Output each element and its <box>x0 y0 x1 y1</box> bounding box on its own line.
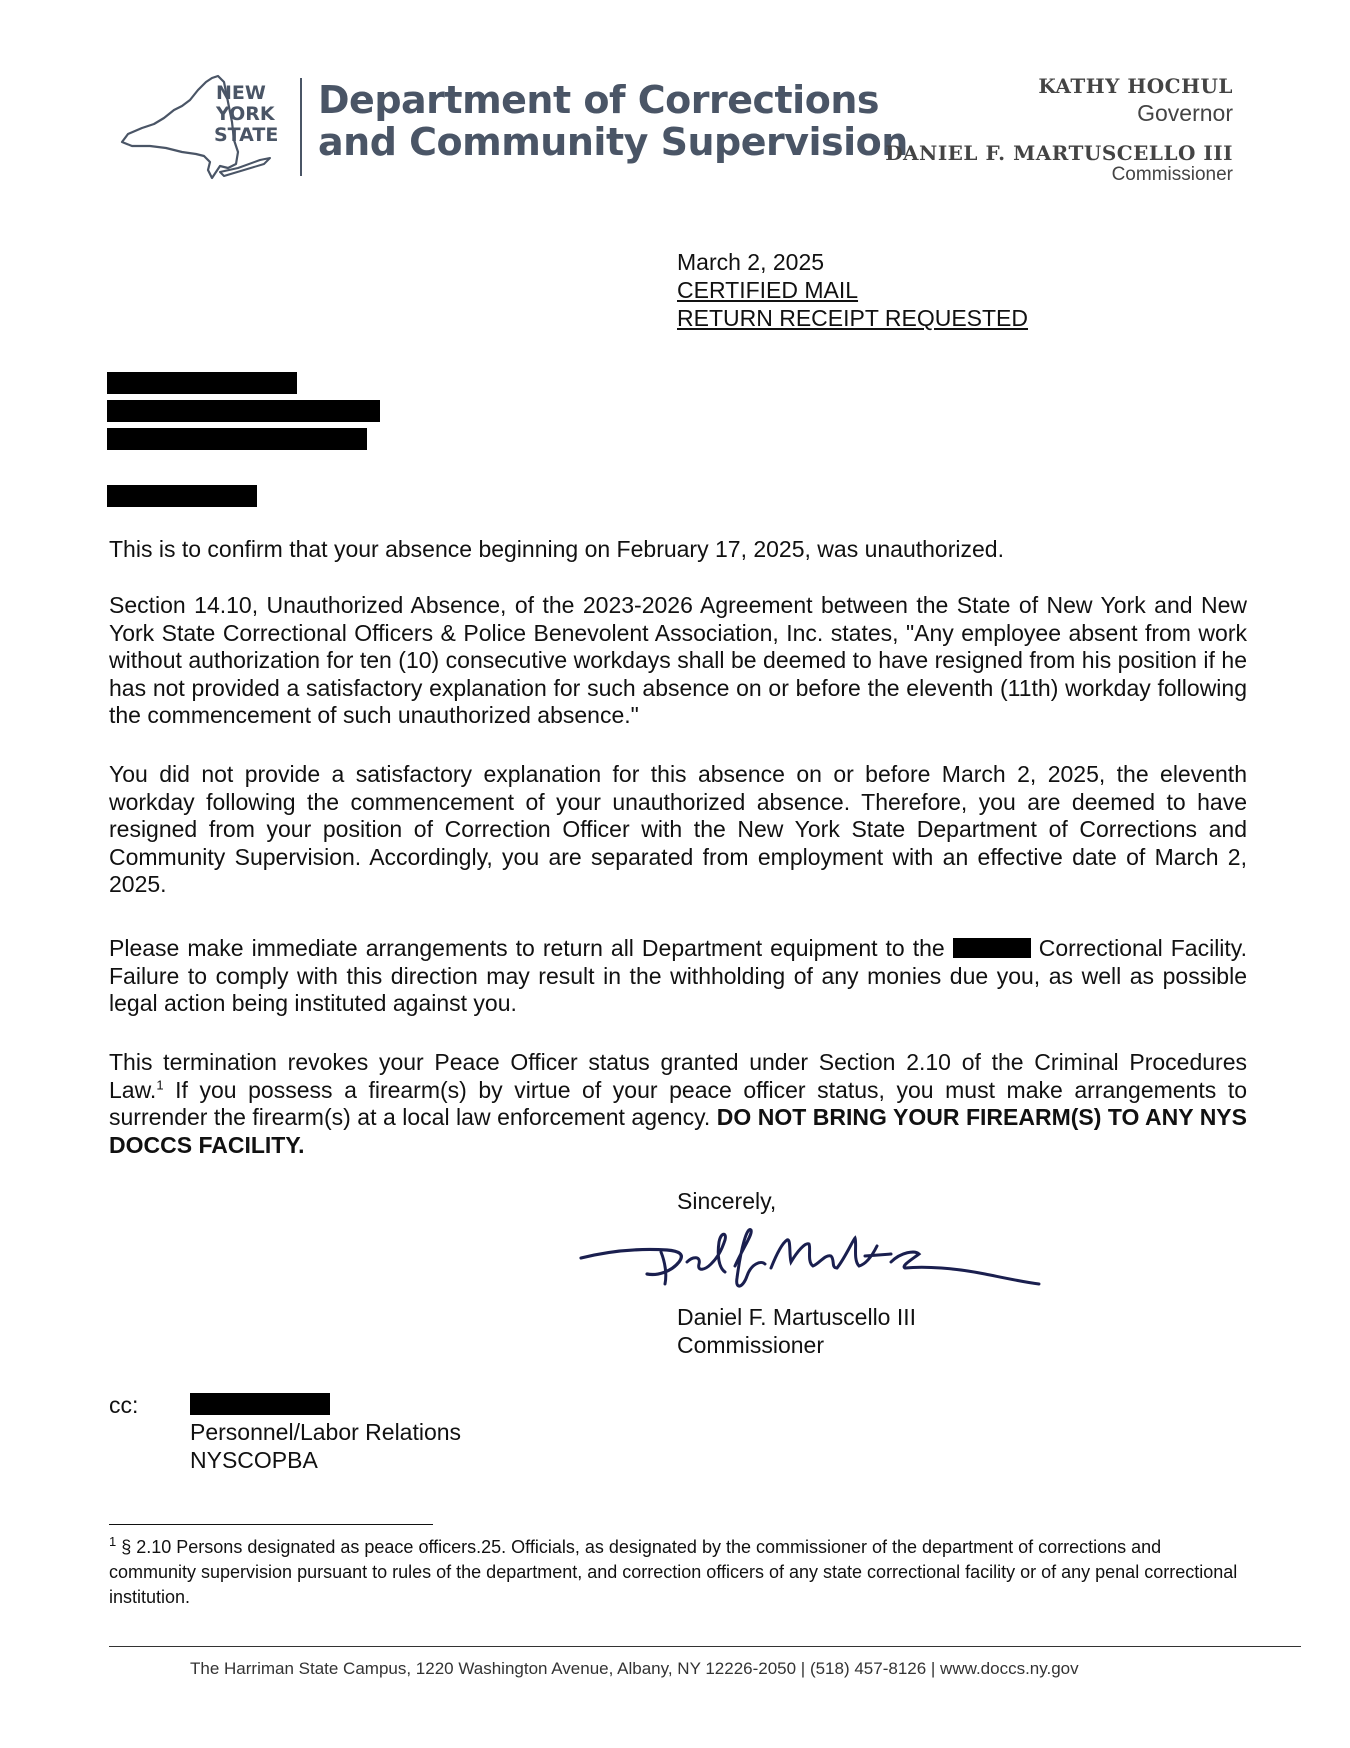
paragraph-section-14-10: Section 14.10, Unauthorized Absence, of the 2023-2026 Agreement between the State of New York and New York State Correctional Officers & Police Benevolent Association, Inc. states, "Any employee absent from work without authorization for ten (10) consecutive workdays shall be deemed to have resigned from his position if he has not provided a satisfactory explanation for such absence on or before the eleventh (11th) workday following the commencement of such unauthorized absence." <box>109 592 1247 728</box>
department-name-line-2: and Community Supervision <box>318 120 908 164</box>
return-equipment-text-a: Please make immediate arrangements to return all Department equipment to the <box>109 935 945 961</box>
cc-label: cc: <box>109 1392 139 1418</box>
cc-nyscopba: NYSCOPBA <box>190 1447 318 1473</box>
signer-name: Daniel F. Martuscello III <box>677 1304 917 1330</box>
footnote-divider <box>109 1524 433 1525</box>
governor-name: KATHY HOCHUL <box>1038 74 1233 98</box>
redacted-facility-name <box>953 938 1031 958</box>
signature-image <box>575 1218 1045 1300</box>
logo-word-new: NEW <box>216 82 266 104</box>
signer-title: Commissioner <box>677 1332 824 1358</box>
closing-salutation: Sincerely, <box>677 1188 777 1214</box>
logo-word-york: YORK <box>216 103 275 125</box>
paragraph-peace-officer-status <box>109 1049 1247 1159</box>
commissioner-name: DANIEL F. MARTUSCELLO III <box>885 141 1233 165</box>
commissioner-title: Commissioner <box>1111 164 1233 185</box>
department-name-line-1: Department of Corrections <box>318 78 879 122</box>
letter-date: March 2, 2025 <box>677 249 825 275</box>
firearm-warning: DO NOT BRING YOUR FIREARM(S) TO ANY NYS DOCCS FACILITY. <box>109 1104 1247 1158</box>
footnote-reference: 1 <box>156 1076 164 1092</box>
paragraph-confirmation: This is to confirm that your absence beginning on February 17, 2025, was unauthorized. <box>109 536 1004 562</box>
cc-personnel-labor-relations: Personnel/Labor Relations <box>190 1419 462 1445</box>
footnote-body: § 2.10 Persons designated as peace officers.25. Officials, as designated by the commissioner of the department of corrections and community supervision pursuant to rules of the department, and correction officers of any state correctional facility or of any penal correctional institution. <box>109 1537 1238 1607</box>
peace-officer-text-b: If you possess a firearm(s) by virtue of your peace officer status, you must make arrangements to surrender the firearm(s) at a local law enforcement agency. <box>109 1076 1247 1130</box>
governor-title: Governor <box>1137 100 1233 126</box>
redacted-salutation <box>107 485 257 507</box>
return-receipt-label: RETURN RECEIPT REQUESTED <box>677 305 1029 331</box>
return-equipment-text-b: Correctional Facility. Failure to comply with this direction may result in the withholding of any monies due you, as well as possible legal action being instituted against you. <box>109 935 1247 1016</box>
footnote-marker: 1 <box>109 1534 117 1549</box>
redacted-cc-recipient <box>190 1393 330 1415</box>
redacted-recipient-address-1 <box>107 400 380 422</box>
paragraph-deemed-resigned: You did not provide a satisfactory explanation for this absence on or before March 2, 2025, the eleventh workday following the commencement of your unauthorized absence. Therefore, you are deemed to have resigned from your position of Correction Officer with the New York State Department of Corrections and Community Supervision. Accordingly, you are separated from employment with an effective date of March 2, 2025. <box>109 761 1247 897</box>
footnote-text <box>109 1535 1247 1610</box>
paragraph-return-equipment <box>109 935 1247 1018</box>
certified-mail-label: CERTIFIED MAIL <box>677 277 859 303</box>
footer-address: The Harriman State Campus, 1220 Washington Avenue, Albany, NY 12226-2050 | (518) 457-8126 | www.doccs.ny.gov <box>190 1659 1079 1678</box>
redacted-recipient-address-2 <box>107 428 367 450</box>
logo-divider <box>300 78 302 176</box>
redacted-recipient-name <box>107 372 297 394</box>
footer-divider <box>109 1646 1301 1647</box>
logo-word-state: STATE <box>214 124 279 146</box>
peace-officer-text-a: This termination revokes your Peace Officer status granted under Section 2.10 of the Criminal Procedures Law. <box>109 1049 1247 1103</box>
